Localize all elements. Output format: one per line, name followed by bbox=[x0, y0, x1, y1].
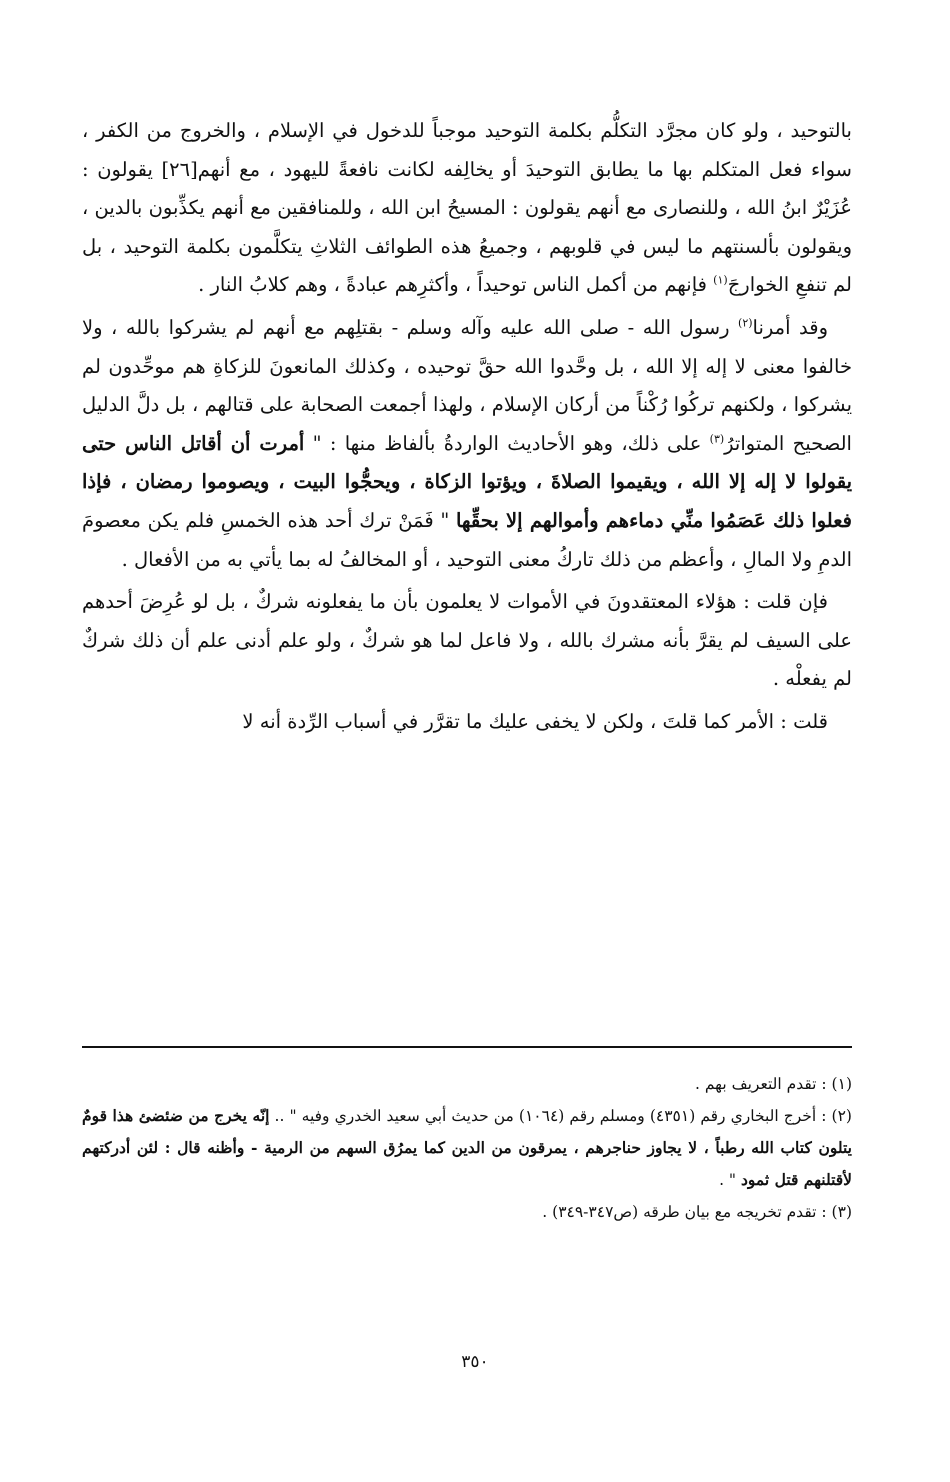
page-number: ٣٥٠ bbox=[461, 1352, 489, 1372]
footnote-marker-2[interactable]: (٢) bbox=[738, 316, 753, 330]
footnote-marker-1[interactable]: (١) bbox=[713, 273, 728, 287]
paragraph-3: فإن قلت : هؤلاء المعتقدونَ في الأموات لا يعلمون بأن ما يفعلونه شركٌ ، بل لو عُرِضَ أحدهم على السيف لم يقرَّ بأنه مشرك بالله ، ولا فاعل لما هو شركٌ ، ولو علم أدنى علم أن ذلك شركٌ لم يفعلْه . bbox=[82, 590, 852, 691]
footnote-2-quote: إنّه يخرج من ضئضئ هذا قومٌ يتلون كتاب الله رطباً ، لا يجاوز حناجرهم ، يمرقون من الدين كما يمرُق السهم من الرمية - وأظنه قال : لئن أدركتهم لأقتلنهم قتل ثمود bbox=[82, 1106, 852, 1189]
hadith-quote: أمرت أن أقاتل الناس حتى يقولوا لا إله إلا الله ، ويقيموا الصلاةَ ، ويؤتوا الزكاة ، ويحجُّوا البيت ، ويصوموا رمضان ، فإذا فعلوا ذلك عَصَمُوا منِّي دماءهم وأموالهم إلا بحقِّها bbox=[82, 431, 852, 532]
footnotes bbox=[82, 1068, 852, 1228]
paragraph-2: وقد أمرنا$^{(٢)}$ رسول الله - صلى الله عليه وآله وسلم - بقتلِهم مع أنهم لم يشركوا بالله ، ولا خالفوا معنى لا إله إلا الله ، بل وحَّدوا الله حقَّ توحيده ، وكذلك المانعونَ للزكاةِ هم موحِّدون لم يشركوا ، ولكنهم تركُوا رُكْناً من أركان الإسلام ، ولهذا أجمعت الصحابة على قتالهم ، بل دلَّ الدليل الصحيح المتواترُ$^{(٣)}$ على ذلك، وهو الأحاديث الواردةُ بألفاظ منها : " أمرت أن أقاتل الناس حتى يقولوا لا إله إلا الله ، ويقيموا الصلاةَ ، ويؤتوا الزكاة ، ويحجُّوا البيت ، ويصوموا رمضان ، فإذا فعلوا ذلك عَصَمُوا منِّي دماءهم وأموالهم إلا بحقِّها " فَمَنْ ترك أحد هذه الخمسِ فلم يكن معصومَ الدمِ ولا المالِ ، وأعظم من ذلك تاركُ معنى التوحيد ، أو المخالفُ له بما يأتي به من الأفعال . bbox=[82, 315, 852, 571]
main-text bbox=[82, 112, 852, 742]
footnote-2: (٢) : أخرج البخاري رقم (٤٣٥١) ومسلم رقم (١٠٦٤) من حديث أبي سعيد الخدري وفيه " .. إنّه يخرج من ضئضئ هذا قومٌ يتلون كتاب الله رطباً ، لا يجاوز حناجرهم ، يمرقون من الدين كما يمرُق السهم من الرمية - وأظنه قال : لئن أدركتهم لأقتلنهم قتل ثمود " . bbox=[82, 1106, 852, 1189]
paragraph-1: بالتوحيد ، ولو كان مجرَّد التكلُّم بكلمة التوحيد موجباً للدخول في الإسلام ، والخروج من الكفر ، سواء فعل المتكلم بها ما يطابق التوحيدَ أو يخالِفه لكانت نافعةً لليهود ، مع أنهم[٢٦] يقولون : عُزَيْرٌ ابنُ الله ، وللنصارى مع أنهم يقولون : المسيحُ ابن الله ، وللمنافقين مع أنهم يكذِّبون بالدين ، ويقولون بألسنتهم ما ليس في قلوبهم ، وجميعُ هذه الطوائف الثلاثِ يتكلَّمون بكلمة التوحيد ، بل لم تنفعِ الخوارجَ$^{(١)}$ فإنهم من أكمل الناس توحيداً ، وأكثرِهم عبادةً ، وهم كلابُ النار . bbox=[82, 119, 852, 297]
footnote-1: (١) : تقدم التعريف بهم . bbox=[695, 1075, 852, 1093]
footnote-divider bbox=[82, 1046, 852, 1048]
paragraph-4: قلت : الأمر كما قلتَ ، ولكن لا يخفى عليك ما تقرَّر في أسباب الرِّدة أنه لا bbox=[242, 709, 828, 733]
footnote-marker-3[interactable]: (٣) bbox=[709, 432, 725, 446]
footnote-3: (٣) : تقدم تخريجه مع بيان طرقه (ص٣٤٧-٣٤٩) . bbox=[542, 1203, 852, 1221]
